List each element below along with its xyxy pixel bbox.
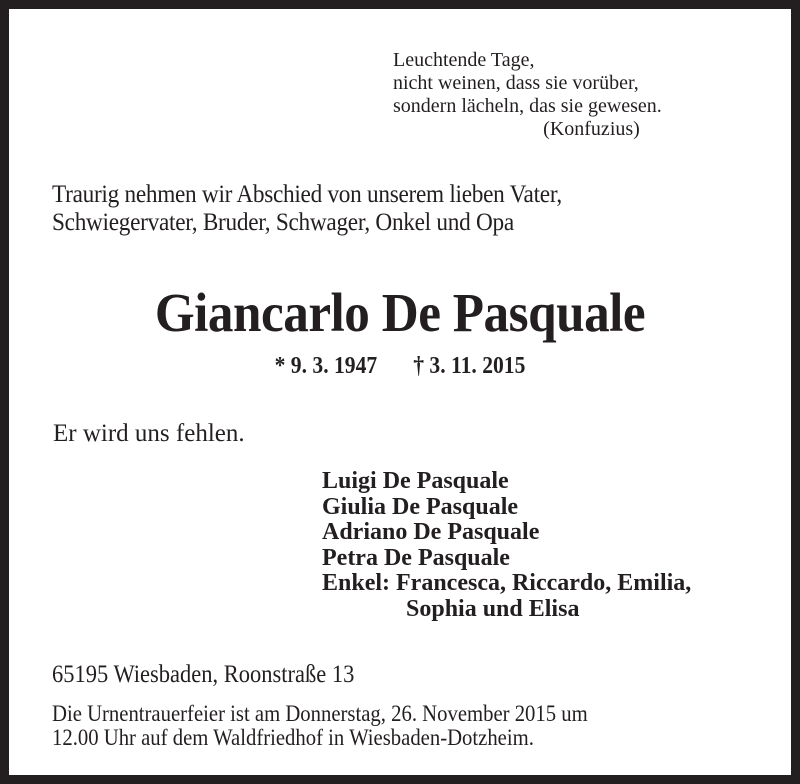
- quote-attribution: (Konfuzius): [543, 118, 640, 140]
- quote-line: Leuchtende Tage,: [393, 49, 535, 71]
- mourner: Luigi De Pasquale: [322, 468, 509, 494]
- life-dates: [48, 352, 752, 380]
- mourner: Petra De Pasquale: [322, 544, 510, 571]
- ceremony-info: [52, 702, 745, 750]
- ceremony-line: 12.00 Uhr auf dem Waldfriedhof in Wiesbaden-Dotzheim.: [52, 725, 534, 750]
- mourner: Giulia De Pasquale: [322, 493, 519, 520]
- mourners-list: [322, 469, 691, 622]
- ceremony-line: Die Urnentrauerfeier ist am Donnerstag, 26. November 2015 um: [52, 701, 588, 726]
- quote-line: nicht weinen, dass sie vorüber,: [393, 72, 639, 94]
- intro-text: [52, 181, 562, 237]
- farewell-text: Er wird uns fehlen.: [53, 420, 245, 447]
- deceased-name: Giancarlo De Pasquale: [154, 282, 646, 343]
- intro-line: Schwiegervater, Bruder, Schwager, Onkel und Opa: [52, 209, 514, 236]
- address: 65195 Wiesbaden, Roonstraße 13: [52, 661, 355, 688]
- obituary-card: [9, 9, 791, 775]
- birth-date: * 9. 3. 1947: [274, 353, 378, 379]
- grandchildren: Enkel: Francesca, Riccardo, Emilia,: [322, 570, 692, 596]
- quote-block: [393, 49, 662, 141]
- quote-line: sondern lächeln, das sie gewesen.: [393, 95, 662, 117]
- death-date: † 3. 11. 2015: [413, 353, 526, 379]
- intro-line: Traurig nehmen wir Abschied von unserem lieben Vater,: [52, 181, 562, 208]
- mourner: Adriano De Pasquale: [322, 519, 540, 545]
- grandchildren-continued: Sophia und Elisa: [406, 595, 580, 622]
